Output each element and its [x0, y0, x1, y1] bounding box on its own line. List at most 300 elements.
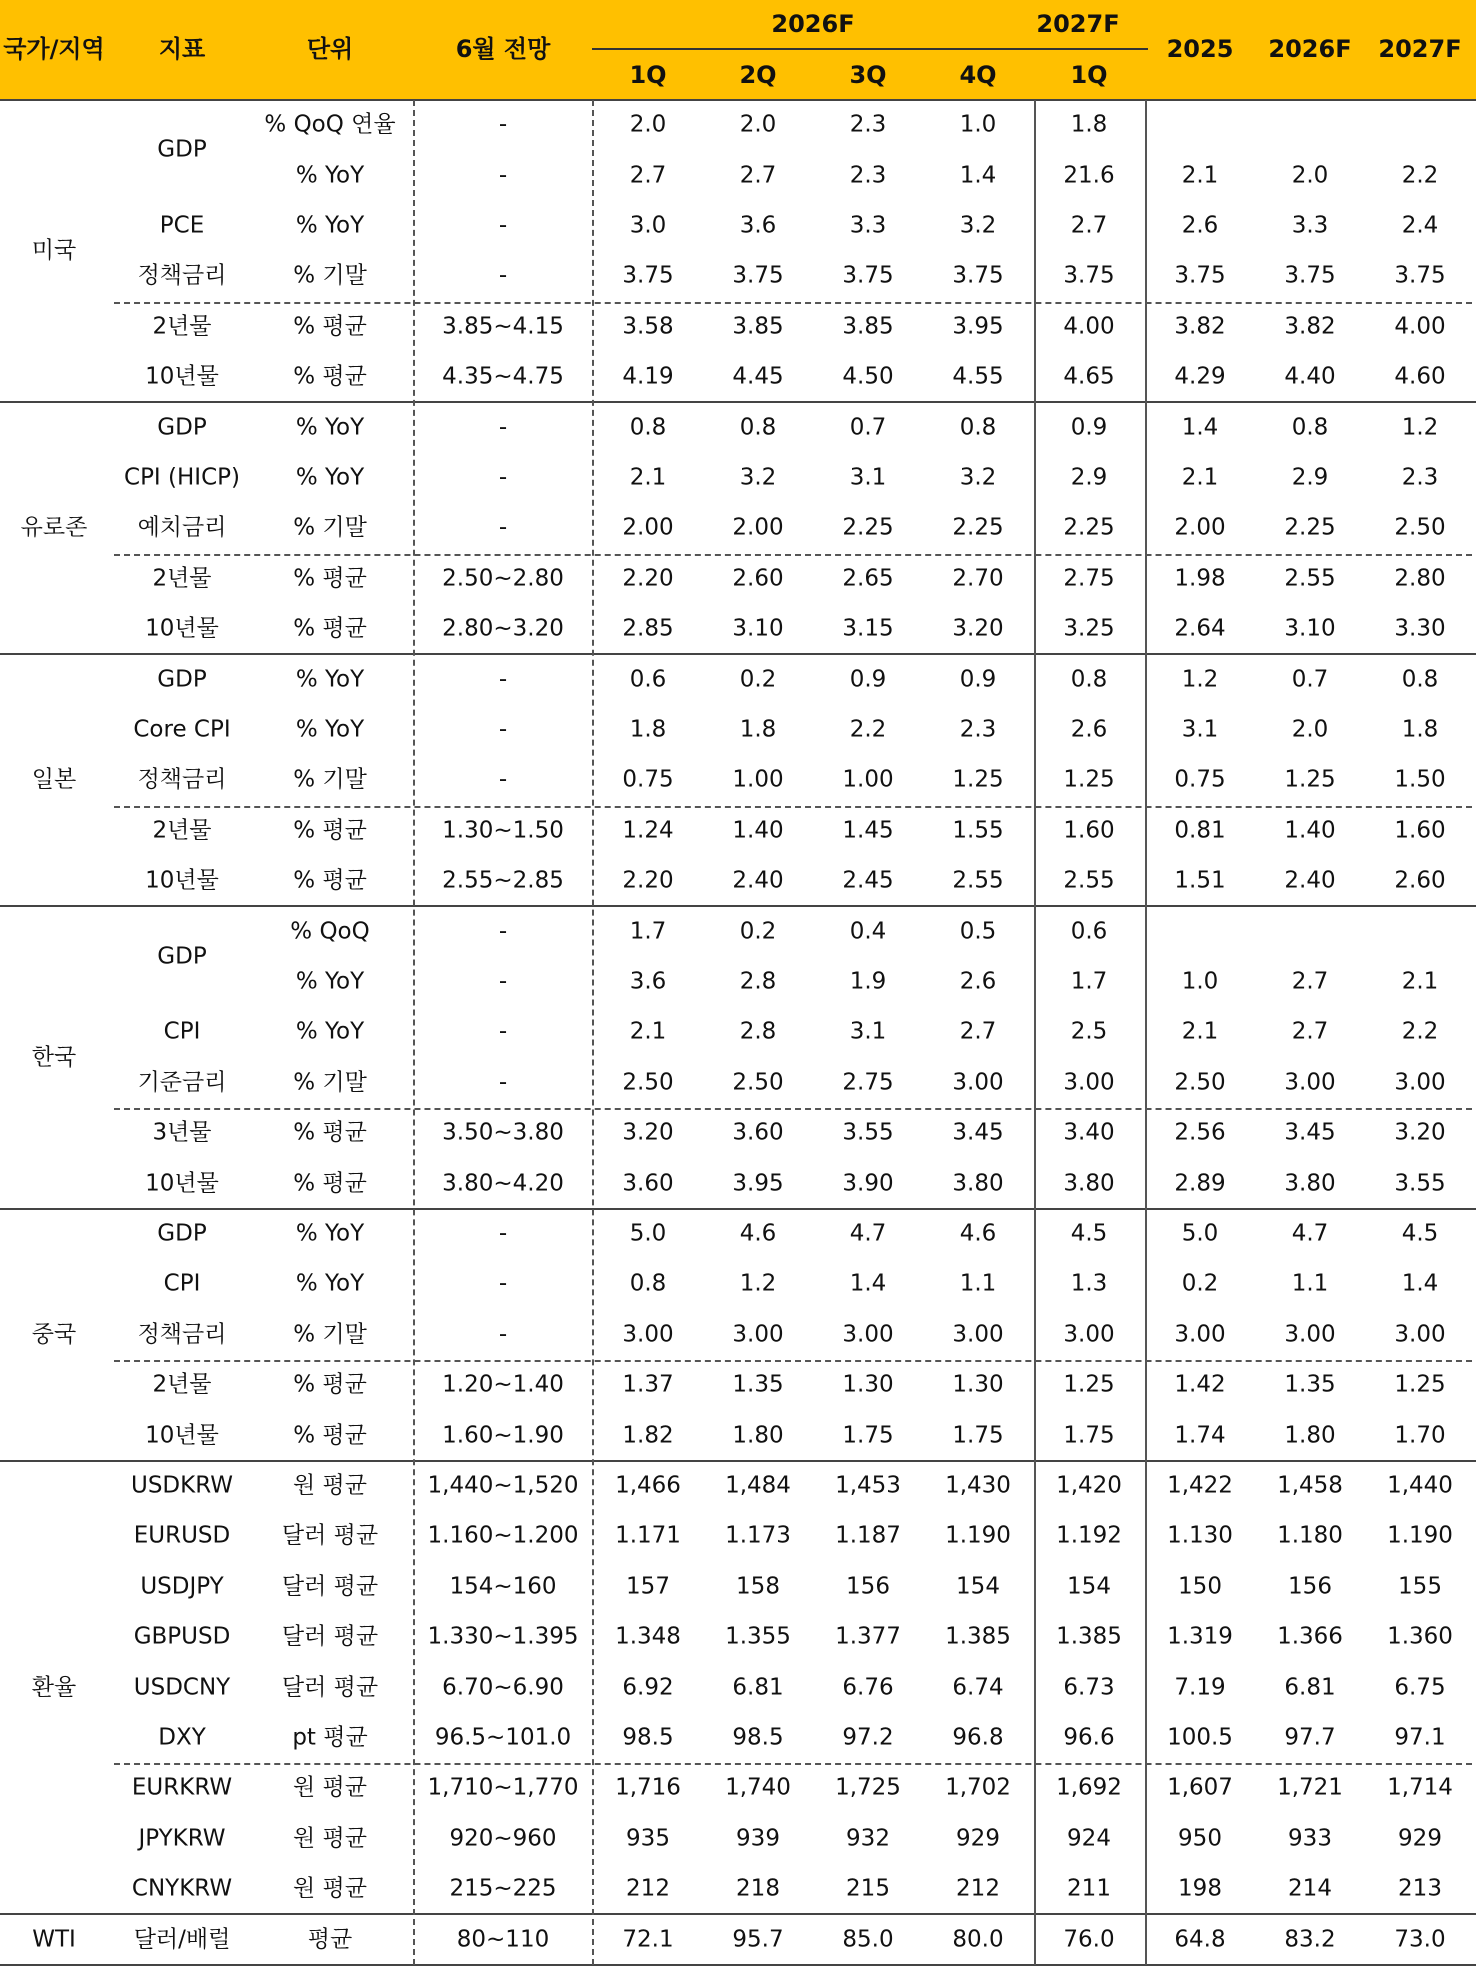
value-cell: 4.00 — [1063, 313, 1115, 340]
value-cell: 1,422 — [1167, 1472, 1233, 1499]
value-cell: 1.00 — [732, 766, 784, 793]
value-cell: 3.1 — [849, 1018, 887, 1045]
value-cell: 1.2 — [739, 1270, 777, 1297]
value-cell: 156 — [846, 1573, 890, 1600]
value-cell: 1,702 — [945, 1774, 1011, 1801]
indicator-cell: CPI — [163, 1270, 201, 1297]
value-cell: 97.7 — [1284, 1724, 1336, 1751]
indicator-cell: 달러/배럴 — [133, 1926, 231, 1953]
value-cell: 1.60 — [1063, 817, 1115, 844]
indicator-cell: GDP — [157, 414, 207, 441]
outlook-cell: - — [498, 464, 508, 491]
value-cell: 1.385 — [1056, 1623, 1122, 1650]
indicator-cell: EURKRW — [131, 1774, 233, 1801]
value-cell: 950 — [1178, 1825, 1222, 1852]
value-cell: 2.65 — [842, 565, 894, 592]
indicator-cell: CNYKRW — [131, 1875, 233, 1902]
indicator-cell: GDP — [157, 943, 207, 970]
value-cell: 1.30 — [842, 1371, 894, 1398]
value-cell: 2.25 — [1063, 514, 1115, 541]
outlook-cell: 1.160~1.200 — [427, 1522, 579, 1549]
value-cell: 211 — [1067, 1875, 1111, 1902]
value-cell: 3.85 — [732, 313, 784, 340]
indicator-cell: 2년물 — [152, 313, 212, 340]
value-cell: 0.9 — [1070, 414, 1108, 441]
value-cell: 1.00 — [842, 766, 894, 793]
unit-cell: % 평균 — [293, 1422, 367, 1449]
value-cell: 4.19 — [622, 363, 674, 390]
value-cell: 3.0 — [629, 212, 667, 239]
value-cell: 212 — [956, 1875, 1000, 1902]
value-cell: 3.00 — [952, 1321, 1004, 1348]
value-cell: 1,466 — [615, 1472, 681, 1499]
outlook-cell: 2.55~2.85 — [442, 867, 564, 894]
value-cell: 2.25 — [842, 514, 894, 541]
value-cell: 1.171 — [615, 1522, 681, 1549]
value-cell: 2.7 — [1291, 1018, 1329, 1045]
value-cell: 158 — [736, 1573, 780, 1600]
indicator-cell: JPYKRW — [138, 1825, 226, 1852]
unit-cell: % YoY — [295, 716, 365, 743]
outlook-cell: 3.85~4.15 — [442, 313, 564, 340]
outlook-cell: 2.50~2.80 — [442, 565, 564, 592]
value-cell: 213 — [1398, 1875, 1442, 1902]
value-cell: 1.0 — [1181, 968, 1219, 995]
value-cell: 1.75 — [842, 1422, 894, 1449]
indicator-cell: GDP — [157, 136, 207, 163]
value-cell: 3.00 — [1284, 1321, 1336, 1348]
outlook-cell: 80~110 — [456, 1926, 550, 1953]
value-cell: 0.75 — [1174, 766, 1226, 793]
value-cell: 1.24 — [622, 817, 674, 844]
unit-cell: % QoQ 연율 — [264, 111, 396, 138]
indicator-cell: 10년물 — [145, 867, 219, 894]
outlook-cell: 1.60~1.90 — [442, 1422, 564, 1449]
region-cell: 유로존 — [20, 514, 88, 541]
value-cell: 3.75 — [1174, 262, 1226, 289]
value-cell: 1.40 — [1284, 817, 1336, 844]
value-cell: 2.25 — [952, 514, 1004, 541]
value-cell: 2.2 — [849, 716, 887, 743]
value-cell: 2.4 — [1401, 212, 1439, 239]
value-cell: 3.45 — [952, 1119, 1004, 1146]
value-cell: 2.50 — [1174, 1069, 1226, 1096]
value-cell: 3.82 — [1174, 313, 1226, 340]
value-cell: 1,607 — [1167, 1774, 1233, 1801]
value-cell: 0.8 — [959, 414, 997, 441]
outlook-cell: 6.70~6.90 — [442, 1674, 564, 1701]
value-cell: 2.2 — [1401, 1018, 1439, 1045]
value-cell: 2.56 — [1174, 1119, 1226, 1146]
value-cell: 3.95 — [952, 313, 1004, 340]
group-divider — [114, 1108, 1472, 1110]
unit-cell: 원 평균 — [293, 1825, 367, 1852]
value-cell: 1,453 — [835, 1472, 901, 1499]
header-region: 국가/지역 — [3, 35, 105, 63]
value-cell: 3.75 — [1284, 262, 1336, 289]
value-cell: 3.3 — [1291, 212, 1329, 239]
indicator-cell: USDJPY — [140, 1573, 224, 1600]
value-cell: 2.55 — [952, 867, 1004, 894]
unit-cell: % 기말 — [293, 262, 367, 289]
indicator-cell: 정책금리 — [137, 1321, 227, 1348]
value-cell: 3.60 — [622, 1170, 674, 1197]
value-cell: 2.6 — [1181, 212, 1219, 239]
header-q4: 4Q — [959, 61, 997, 89]
value-cell: 3.82 — [1284, 313, 1336, 340]
indicator-cell: 2년물 — [152, 1371, 212, 1398]
unit-cell: % 평균 — [293, 867, 367, 894]
value-cell: 85.0 — [842, 1926, 894, 1953]
value-cell: 1.2 — [1181, 666, 1219, 693]
value-cell: 100.5 — [1167, 1724, 1233, 1751]
value-cell: 1.75 — [952, 1422, 1004, 1449]
value-cell: 155 — [1398, 1573, 1442, 1600]
value-cell: 1.25 — [952, 766, 1004, 793]
unit-cell: % 기말 — [293, 514, 367, 541]
group-divider — [114, 806, 1472, 808]
value-cell: 3.80 — [1284, 1170, 1336, 1197]
column-divider-outlook — [413, 100, 415, 1965]
value-cell: 2.25 — [1284, 514, 1336, 541]
group-divider — [114, 554, 1472, 556]
value-cell: 4.50 — [842, 363, 894, 390]
value-cell: 3.75 — [1063, 262, 1115, 289]
header-year-2027f: 2027F — [1036, 10, 1120, 38]
value-cell: 3.55 — [1394, 1170, 1446, 1197]
unit-cell: % 평균 — [293, 817, 367, 844]
value-cell: 2.3 — [849, 162, 887, 189]
value-cell: 0.6 — [629, 666, 667, 693]
value-cell: 212 — [626, 1875, 670, 1902]
value-cell: 156 — [1288, 1573, 1332, 1600]
value-cell: 1.348 — [615, 1623, 681, 1650]
value-cell: 1.190 — [1387, 1522, 1453, 1549]
header-indicator: 지표 — [158, 35, 206, 63]
outlook-cell: 2.80~3.20 — [442, 615, 564, 642]
value-cell: 0.8 — [1291, 414, 1329, 441]
section-border — [0, 1913, 1476, 1915]
value-cell: 1.385 — [945, 1623, 1011, 1650]
value-cell: 2.3 — [1401, 464, 1439, 491]
value-cell: 21.6 — [1063, 162, 1115, 189]
value-cell: 2.00 — [732, 514, 784, 541]
value-cell: 2.50 — [732, 1069, 784, 1096]
value-cell: 2.6 — [1070, 716, 1108, 743]
value-cell: 0.9 — [959, 666, 997, 693]
value-cell: 3.00 — [952, 1069, 1004, 1096]
value-cell: 932 — [846, 1825, 890, 1852]
value-cell: 1.80 — [1284, 1422, 1336, 1449]
outlook-cell: 920~960 — [449, 1825, 557, 1852]
value-cell: 0.8 — [1070, 666, 1108, 693]
value-cell: 1,716 — [615, 1774, 681, 1801]
value-cell: 3.00 — [1394, 1069, 1446, 1096]
indicator-cell: 정책금리 — [137, 262, 227, 289]
value-cell: 4.6 — [739, 1220, 777, 1247]
value-cell: 2.9 — [1070, 464, 1108, 491]
value-cell: 1.4 — [1401, 1270, 1439, 1297]
value-cell: 935 — [626, 1825, 670, 1852]
value-cell: 1.7 — [629, 918, 667, 945]
value-cell: 4.6 — [959, 1220, 997, 1247]
unit-cell: % 기말 — [293, 1321, 367, 1348]
value-cell: 0.8 — [1401, 666, 1439, 693]
value-cell: 2.55 — [1284, 565, 1336, 592]
value-cell: 2.60 — [732, 565, 784, 592]
column-divider-2027 — [1034, 100, 1036, 1965]
value-cell: 3.15 — [842, 615, 894, 642]
value-cell: 3.00 — [1063, 1069, 1115, 1096]
value-cell: 0.8 — [629, 1270, 667, 1297]
value-cell: 1,430 — [945, 1472, 1011, 1499]
outlook-cell: 96.5~101.0 — [434, 1724, 572, 1751]
value-cell: 4.65 — [1063, 363, 1115, 390]
value-cell: 1.98 — [1174, 565, 1226, 592]
outlook-cell: - — [498, 968, 508, 995]
value-cell: 3.40 — [1063, 1119, 1115, 1146]
value-cell: 1.70 — [1394, 1422, 1446, 1449]
value-cell: 72.1 — [622, 1926, 674, 1953]
header-bottom-border — [0, 99, 1476, 101]
value-cell: 7.19 — [1174, 1674, 1226, 1701]
value-cell: 96.6 — [1063, 1724, 1115, 1751]
outlook-cell: - — [498, 1069, 508, 1096]
value-cell: 4.55 — [952, 363, 1004, 390]
value-cell: 4.60 — [1394, 363, 1446, 390]
indicator-cell: 예치금리 — [137, 514, 227, 541]
value-cell: 2.1 — [1181, 162, 1219, 189]
group-divider — [114, 1360, 1472, 1362]
unit-cell: 평균 — [307, 1926, 353, 1953]
outlook-cell: - — [498, 766, 508, 793]
section-border — [0, 1460, 1476, 1462]
unit-cell: % 평균 — [293, 363, 367, 390]
value-cell: 96.8 — [952, 1724, 1004, 1751]
value-cell: 6.81 — [1284, 1674, 1336, 1701]
value-cell: 4.29 — [1174, 363, 1226, 390]
value-cell: 1.8 — [629, 716, 667, 743]
value-cell: 1.180 — [1277, 1522, 1343, 1549]
value-cell: 4.40 — [1284, 363, 1336, 390]
region-cell: 일본 — [31, 766, 77, 793]
value-cell: 198 — [1178, 1875, 1222, 1902]
value-cell: 4.00 — [1394, 313, 1446, 340]
value-cell: 1.40 — [732, 817, 784, 844]
outlook-cell: 1.20~1.40 — [442, 1371, 564, 1398]
value-cell: 1.30 — [952, 1371, 1004, 1398]
value-cell: 97.2 — [842, 1724, 894, 1751]
value-cell: 0.4 — [849, 918, 887, 945]
unit-cell: % 평균 — [293, 1119, 367, 1146]
value-cell: 83.2 — [1284, 1926, 1336, 1953]
column-divider-annual — [1145, 100, 1147, 1965]
value-cell: 2.1 — [1401, 968, 1439, 995]
group-divider — [114, 1763, 1472, 1765]
section-border — [0, 905, 1476, 907]
value-cell: 6.75 — [1394, 1674, 1446, 1701]
value-cell: 0.5 — [959, 918, 997, 945]
value-cell: 1.4 — [959, 162, 997, 189]
table-header — [0, 0, 1476, 99]
value-cell: 1,440 — [1387, 1472, 1453, 1499]
value-cell: 3.30 — [1394, 615, 1446, 642]
value-cell: 97.1 — [1394, 1724, 1446, 1751]
outlook-cell: - — [498, 514, 508, 541]
value-cell: 2.00 — [622, 514, 674, 541]
indicator-cell: CPI (HICP) — [124, 464, 240, 491]
outlook-cell: - — [498, 918, 508, 945]
value-cell: 1,740 — [725, 1774, 791, 1801]
value-cell: 6.73 — [1063, 1674, 1115, 1701]
unit-cell: % YoY — [295, 212, 365, 239]
value-cell: 1.25 — [1284, 766, 1336, 793]
value-cell: 2.3 — [959, 716, 997, 743]
value-cell: 1.9 — [849, 968, 887, 995]
indicator-cell: PCE — [159, 212, 205, 239]
indicator-cell: GDP — [157, 666, 207, 693]
value-cell: 157 — [626, 1573, 670, 1600]
indicator-cell: Core CPI — [133, 716, 231, 743]
value-cell: 1,725 — [835, 1774, 901, 1801]
section-border — [0, 401, 1476, 403]
value-cell: 1.3 — [1070, 1270, 1108, 1297]
indicator-cell: 2년물 — [152, 565, 212, 592]
unit-cell: % 평균 — [293, 1371, 367, 1398]
value-cell: 3.00 — [842, 1321, 894, 1348]
value-cell: 2.7 — [739, 162, 777, 189]
value-cell: 1.51 — [1174, 867, 1226, 894]
column-divider-quarters — [592, 100, 594, 1965]
value-cell: 1.192 — [1056, 1522, 1122, 1549]
value-cell: 6.92 — [622, 1674, 674, 1701]
outlook-cell: - — [498, 666, 508, 693]
value-cell: 1,484 — [725, 1472, 791, 1499]
value-cell: 1.25 — [1394, 1371, 1446, 1398]
value-cell: 1,692 — [1056, 1774, 1122, 1801]
value-cell: 2.7 — [1070, 212, 1108, 239]
outlook-cell: - — [498, 414, 508, 441]
value-cell: 1.190 — [945, 1522, 1011, 1549]
value-cell: 0.2 — [739, 666, 777, 693]
value-cell: 3.1 — [1181, 716, 1219, 743]
value-cell: 3.00 — [1063, 1321, 1115, 1348]
indicator-cell: 기준금리 — [137, 1069, 227, 1096]
indicator-cell: USDKRW — [130, 1472, 234, 1499]
header-year-2026f: 2026F — [771, 10, 855, 38]
outlook-cell: 154~160 — [449, 1573, 557, 1600]
header-q3: 3Q — [849, 61, 887, 89]
value-cell: 1.42 — [1174, 1371, 1226, 1398]
value-cell: 0.75 — [622, 766, 674, 793]
value-cell: 0.6 — [1070, 918, 1108, 945]
value-cell: 3.75 — [1394, 262, 1446, 289]
outlook-cell: - — [498, 262, 508, 289]
value-cell: 2.2 — [1401, 162, 1439, 189]
value-cell: 0.8 — [629, 414, 667, 441]
outlook-cell: - — [498, 1270, 508, 1297]
unit-cell: % 기말 — [293, 1069, 367, 1096]
value-cell: 2.8 — [739, 968, 777, 995]
value-cell: 3.1 — [849, 464, 887, 491]
value-cell: 1.74 — [1174, 1422, 1226, 1449]
value-cell: 3.2 — [959, 212, 997, 239]
value-cell: 3.6 — [629, 968, 667, 995]
value-cell: 1.2 — [1401, 414, 1439, 441]
outlook-cell: 1.330~1.395 — [427, 1623, 579, 1650]
value-cell: 218 — [736, 1875, 780, 1902]
value-cell: 2.0 — [629, 111, 667, 138]
value-cell: 3.20 — [1394, 1119, 1446, 1146]
value-cell: 2.0 — [1291, 162, 1329, 189]
value-cell: 64.8 — [1174, 1926, 1226, 1953]
value-cell: 1.50 — [1394, 766, 1446, 793]
outlook-cell: 1,440~1,520 — [427, 1472, 579, 1499]
value-cell: 939 — [736, 1825, 780, 1852]
value-cell: 1.4 — [1181, 414, 1219, 441]
value-cell: 1.37 — [622, 1371, 674, 1398]
unit-cell: % YoY — [295, 968, 365, 995]
value-cell: 3.6 — [739, 212, 777, 239]
unit-cell: % 평균 — [293, 1170, 367, 1197]
value-cell: 214 — [1288, 1875, 1332, 1902]
indicator-cell: EURUSD — [133, 1522, 231, 1549]
header-annual-2025: 2025 — [1166, 35, 1234, 63]
value-cell: 1.82 — [622, 1422, 674, 1449]
unit-cell: 달러 평균 — [281, 1623, 379, 1650]
value-cell: 2.70 — [952, 565, 1004, 592]
region-cell: 중국 — [31, 1321, 77, 1348]
value-cell: 154 — [956, 1573, 1000, 1600]
value-cell: 4.45 — [732, 363, 784, 390]
region-cell: WTI — [32, 1926, 76, 1953]
header-annual-2027f: 2027F — [1378, 35, 1462, 63]
value-cell: 1.366 — [1277, 1623, 1343, 1650]
value-cell: 929 — [1398, 1825, 1442, 1852]
indicator-cell: 정책금리 — [137, 766, 227, 793]
value-cell: 929 — [956, 1825, 1000, 1852]
value-cell: 3.00 — [732, 1321, 784, 1348]
unit-cell: % QoQ — [290, 918, 370, 945]
value-cell: 215 — [846, 1875, 890, 1902]
outlook-cell: - — [498, 1220, 508, 1247]
header-unit: 단위 — [306, 35, 354, 63]
outlook-cell: 4.35~4.75 — [442, 363, 564, 390]
value-cell: 4.5 — [1401, 1220, 1439, 1247]
value-cell: 1.25 — [1063, 766, 1115, 793]
outlook-cell: - — [498, 162, 508, 189]
value-cell: 0.7 — [849, 414, 887, 441]
value-cell: 1.360 — [1387, 1623, 1453, 1650]
indicator-cell: 10년물 — [145, 615, 219, 642]
value-cell: 2.1 — [629, 1018, 667, 1045]
value-cell: 3.00 — [1174, 1321, 1226, 1348]
value-cell: 3.85 — [842, 313, 894, 340]
value-cell: 3.25 — [1063, 615, 1115, 642]
value-cell: 2.6 — [959, 968, 997, 995]
value-cell: 1.8 — [739, 716, 777, 743]
value-cell: 3.10 — [732, 615, 784, 642]
value-cell: 98.5 — [732, 1724, 784, 1751]
value-cell: 73.0 — [1394, 1926, 1446, 1953]
value-cell: 1.45 — [842, 817, 894, 844]
value-cell: 1.377 — [835, 1623, 901, 1650]
unit-cell: % YoY — [295, 1018, 365, 1045]
value-cell: 1.187 — [835, 1522, 901, 1549]
unit-cell: 달러 평균 — [281, 1674, 379, 1701]
indicator-cell: DXY — [158, 1724, 206, 1751]
value-cell: 1.8 — [1070, 111, 1108, 138]
